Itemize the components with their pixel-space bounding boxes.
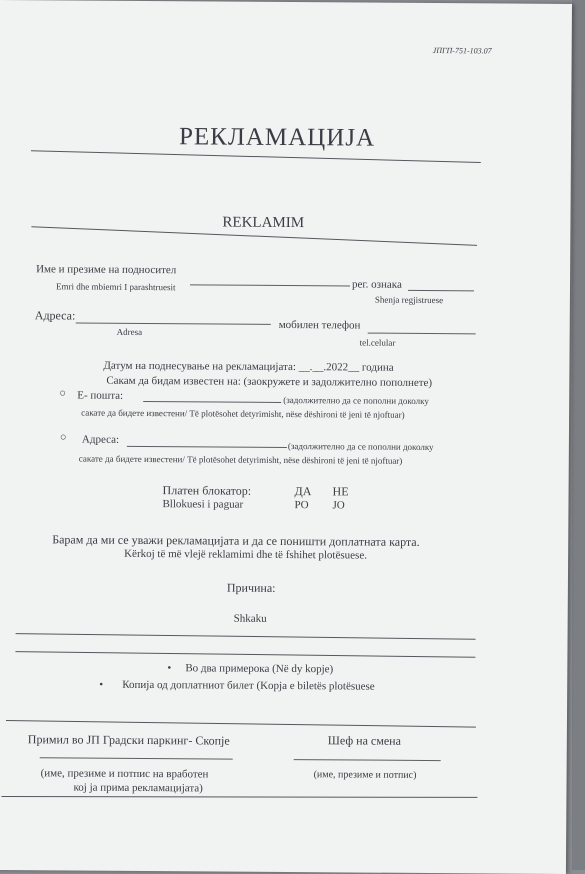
page-background-edge [572,0,585,870]
mobile-label: мобилен телефон [278,318,361,332]
blocker-yes-option[interactable]: ДА [294,484,312,499]
radio-circle-icon[interactable]: ○ [59,431,67,444]
email-field[interactable] [143,401,281,403]
received-by-signature-field[interactable] [40,757,233,759]
address-label-sq: Adresa [116,326,143,338]
shift-chief-label: Шеф на смена [327,733,401,748]
bullet-dot: • [167,662,172,675]
blocker-no-option[interactable]: НЕ [332,484,349,499]
registration-label: рег. ознака [351,278,402,291]
address-field[interactable] [76,323,271,325]
title-underline [31,150,481,163]
reason-line-2[interactable] [15,651,475,658]
received-by-note-continued: кој ја прима рекламацијата) [73,781,203,795]
copies-note: Во два примерока (Në dy kopje) [185,662,334,676]
registration-field[interactable] [408,290,474,291]
request-text: Барам да ми се уважи рекламацијата и да се поништи доплатната карта. [52,532,420,549]
shift-chief-note: (име, презиме и потпис) [313,769,417,781]
email-note: (задолжително да се пополни доколку [283,394,429,407]
ticket-copy-note: Копија од доплатниот билет (Kopja e biletës plotësuese [122,678,375,693]
address-option-note-continued: сакате да бидете известени/ Të plotësohet detyrimisht, nëse dëshironi të jeni të njoftuar) [78,453,403,466]
paid-blocker-label-sq: Bllokuesi i paguar [162,498,244,511]
paid-blocker-label: Платен блокатор: [162,483,252,498]
radio-circle-icon[interactable]: ○ [59,387,66,400]
shift-chief-signature-field[interactable] [294,759,441,761]
address-option-label: Адреса: [81,433,120,446]
blocker-no-option-sq[interactable]: JO [332,499,345,512]
mobile-label-sq: tel.celular [359,337,396,348]
blocker-yes-option-sq[interactable]: PO [294,499,309,512]
document-code: ЈПГП-751-103.07 [432,46,492,56]
title-albanian: REKLAMIM [222,214,305,232]
reason-label-sq: Shkaku [233,612,267,625]
request-text-sq: Kërkoj të më vlejë reklamimi dhe të fshihet plotësuese. [124,547,368,562]
applicant-name-field[interactable] [190,284,350,286]
address-label: Адреса: [34,308,76,323]
reason-label: Причина: [226,580,276,595]
bullet-dot: • [99,678,104,691]
title-macedonian: РЕКЛАМАЦИЈА [178,123,376,152]
email-option-label: Е- пошта: [77,389,124,402]
received-by-note: (име, презиме и потпис на вработен [40,767,209,781]
notify-instruction: Сакам да бидам известен на: (заокружете и задолжително пополнете) [106,374,433,390]
applicant-name-label: Име и презиме на подносител [36,263,177,277]
applicant-name-label-sq: Emri dhe mbiemri I parashtruesit [55,281,176,293]
received-by-label: Примил во ЈП Градски паркинг- Скопје [27,732,230,748]
mobile-field[interactable] [368,333,476,335]
registration-label-sq: Shenja regjistruese [374,294,444,306]
email-note-continued: сакате да бидете известени/ Të plotësohet detyrimisht, nëse dëshironi të jeni të njoftuar) [81,407,405,420]
address-option-note: (задолжително да се пополни доколку [287,441,434,453]
bottom-line [1,796,477,798]
reason-line-1[interactable] [16,633,476,640]
address-option-field[interactable] [127,446,287,448]
submission-date: Датум на поднесување на рекламацијата: __.__.2022__ година [103,359,394,374]
signature-separator [6,720,476,728]
